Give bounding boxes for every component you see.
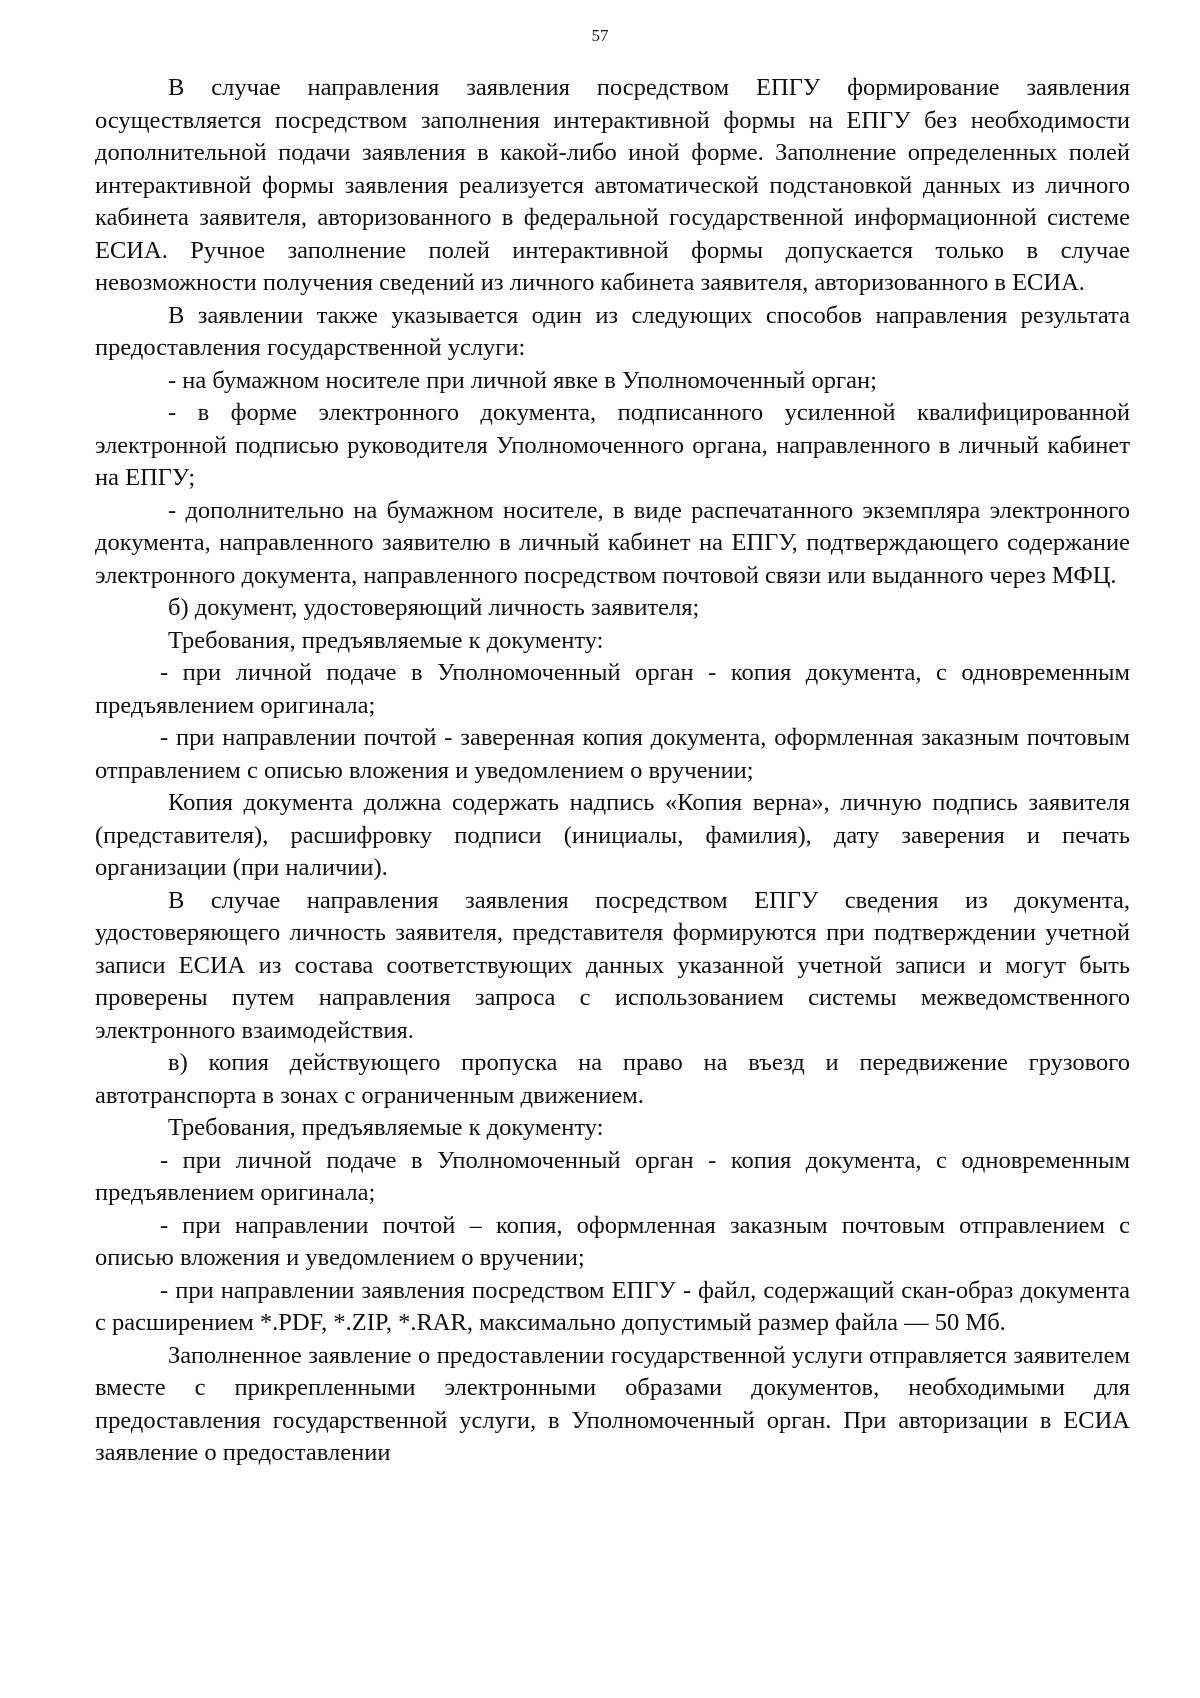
paragraph: в) копия действующего пропуска на право на въезд и передвижение грузового автотранспорта в зонах с ограниченным движением.	[95, 1049, 1130, 1109]
document-body	[95, 72, 1130, 1470]
list-item: - дополнительно на бумажном носителе, в виде распечатанного экземпляра электронного документа, направленного заявителю в личный кабинет на ЕПГУ, подтверждающего содержание электронного документа, направленного посредством почтовой связи или выданного через МФЦ.	[95, 496, 1130, 589]
paragraph: В заявлении также указывается один из следующих способов направления результата предоставления государственной услуги:	[95, 301, 1130, 361]
paragraph: б) документ, удостоверяющий личность заявителя;	[168, 594, 700, 621]
paragraph: В случае направления заявления посредством ЕПГУ формирование заявления осуществляется посредством заполнения интерактивной формы на ЕПГУ без необходимости дополнительной подачи заявления в какой-либо иной форме. Заполнение определенных полей интерактивной формы заявления реализуется автоматической подстановкой данных из личного кабинета заявителя, авторизованного в федеральной государственной информационной системе ЕСИА. Ручное заполнение полей интерактивной формы допускается только в случае невозможности получения сведений из личного кабинета заявителя, авторизованного в ЕСИА.	[95, 74, 1130, 296]
list-item: - в форме электронного документа, подписанного усиленной квалифицированной электронной подписью руководителя Уполномоченного органа, направленного в личный кабинет на ЕПГУ;	[95, 399, 1130, 491]
paragraph: Копия документа должна содержать надпись «Копия верна», личную подпись заявителя (представителя), расшифровку подписи (инициалы, фамилия), дату заверения и печать организации (при наличии).	[95, 789, 1130, 881]
page-number: 57	[591, 26, 609, 45]
list-item: - при личной подаче в Уполномоченный орган - копия документа, с одновременным предъявлением оригинала;	[95, 1146, 1130, 1206]
paragraph: Заполненное заявление о предоставлении государственной услуги отправляется заявителем вместе с прикрепленными электронными образами документов, необходимыми для предоставления государственной услуги, в Уполномоченный орган. При авторизации в ЕСИА заявление о предоставлении	[95, 1341, 1130, 1466]
list-item: - на бумажном носителе при личной явке в Уполномоченный орган;	[168, 366, 877, 394]
list-item: - при направлении заявления посредством ЕПГУ - файл, содержащий скан-образ документа с расширением *.PDF, *.ZIP, *.RAR, максимально допустимый размер файла — 50 Мб.	[95, 1276, 1130, 1336]
list-item: - при личной подаче в Уполномоченный орган - копия документа, с одновременным предъявлением оригинала;	[95, 659, 1130, 719]
paragraph: В случае направления заявления посредством ЕПГУ сведения из документа, удостоверяющего личность заявителя, представителя формируются при подтверждении учетной записи ЕСИА из состава соответствующих данных указанной учетной записи и могут быть проверены путем направления запроса с использованием системы межведомственного электронного взаимодействия.	[95, 886, 1130, 1044]
paragraph: Требования, предъявляемые к документу:	[168, 626, 604, 654]
list-item: - при направлении почтой – копия, оформленная заказным почтовым отправлением с описью вложения и уведомлением о вручении;	[95, 1211, 1130, 1271]
paragraph: Требования, предъявляемые к документу:	[168, 1114, 604, 1141]
list-item: - при направлении почтой - заверенная копия документа, оформленная заказным почтовым отправлением с описью вложения и уведомлением о вручении;	[95, 724, 1130, 784]
